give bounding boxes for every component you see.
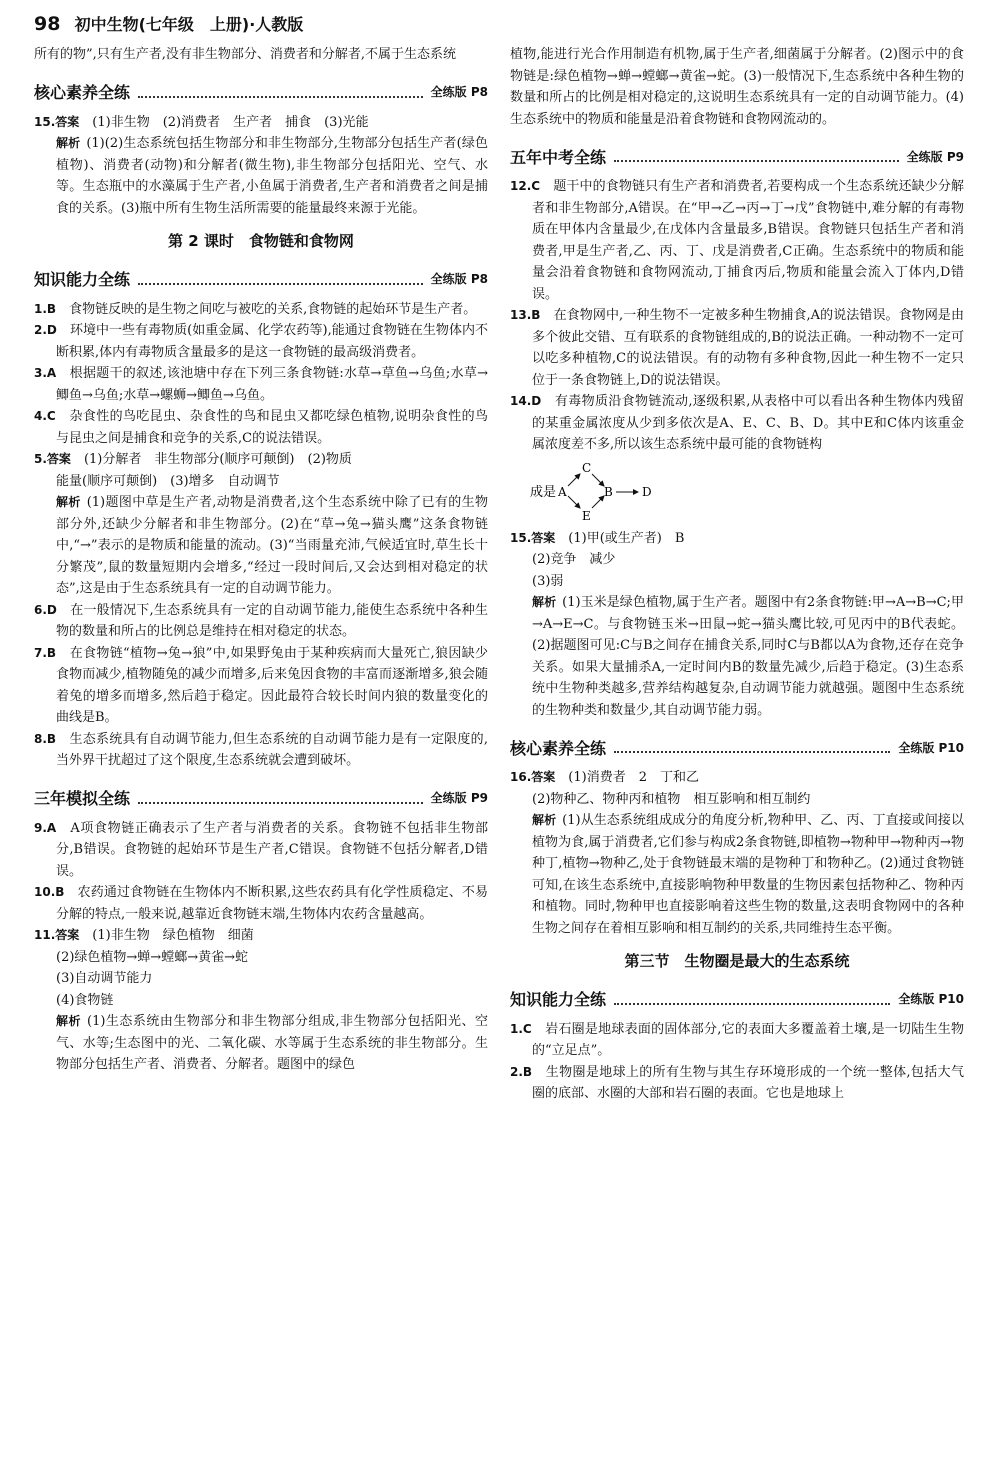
item-number: 10.B [34,885,65,899]
item-answer: (1)消费者 2 丁和乙 [568,770,699,785]
section-ref: 全练版 P9 [906,149,964,164]
intro-text: 所有的物”,只有生产者,没有非生物部分、消费者和分解者,不属于生态系统 [34,47,457,62]
item-text: 根据题干的叙述,该池塘中存在下列三条食物链:水草→草鱼→乌鱼;水草→鲫鱼→乌鱼;水草→螺蛳→鲫鱼→乌鱼。 [56,366,488,403]
item-number: 2.B [510,1064,533,1079]
item-answer-cont: (2)物种乙、物种丙和植物 相互影响和相互制约 [532,791,811,807]
item-number: 16.答案 [510,770,556,784]
explanation-label: 解析 [56,136,81,150]
node-c: C [582,460,592,475]
item-number: 14.D [510,394,542,408]
answer-item [34,818,488,883]
section-ref: 全练版 P8 [430,85,488,99]
answer-item [34,643,488,729]
item-text: 农药通过食物链在生物体内不断积累,这些农药具有化学性质稳定、不易分解的特点,一般来说,越靠近食物链末端,生物体内农药含量越高。 [56,885,488,922]
continued-text: 植物,能进行光合作用制造有机物,属于生产者,细菌属于分解者。(2)图示中的食物链是:绿色植物→蝉→螳螂→黄雀→蛇。(3)一般情况下,生态系统中各种生物的数量和所占的比例是相对稳定的,这说明生态系统具有一定的自动调节能力。(4)生态系统中的物质和能量是沿着食物链和食物网流动的。 [510,47,964,127]
item-number: 3.A [34,366,57,380]
explanation-text: (1)(2)生态系统包括生物部分和非生物部分,生物部分包括生产者(绿色植物)、消费者(动物)和分解者(微生物),非生物部分包括阳光、空气、水等。生态瓶中的水藻属于生产者,小鱼属于消费者,生产者和消费者之间是捕食的关系。(3)瓶中所有生物生活所需要的能量最终来源于光能。 [56,136,488,216]
item-text: 食物链反映的是生物之间吃与被吃的关系,食物链的起始环节是生产者。 [69,301,477,317]
page-header [34,14,974,46]
item-text: 生态系统具有自动调节能力,但生态系统的自动调节能力是有一定限度的,当外界干扰超过了这个限度,生态系统就会遭到破坏。 [56,731,488,768]
item-answer-cont: (3)弱 [532,573,564,589]
section-title: 核心素养全练 [34,83,131,102]
item-text: 在食物网中,一种生物不一定被多种生物捕食,A的说法错误。食物网是由多个彼此交错、互有联系的食物链组成的,B的说法正确。一种动物不一定可以吃多种植物,C的说法错误。有的动物有多种食物,因此一种生物不一定只位于一条食物链上,D的说法错误。 [532,308,964,388]
item-answer-cont: (4)食物链 [56,992,114,1008]
item-number: 7.B [34,645,57,660]
item-text: 杂食性的鸟吃昆虫、杂食性的鸟和昆虫又都吃绿色植物,说明杂食性的鸟与昆虫之间是捕食和竞争的关系,C的说法错误。 [56,409,488,446]
answer-item [34,320,488,363]
dotted-leader [138,802,423,804]
item-text: 生物圈是地球上的所有生物与其生存环境形成的一个统一整体,包括大气圈的底部、水圈的大部和岩石圈的表面。它也是地球上 [532,1064,964,1101]
answer-item [34,112,488,220]
explanation-label: 解析 [56,495,81,509]
section-header [510,985,964,1011]
food-web-svg [510,460,710,522]
item-text: 在一般情况下,生态系统具有一定的自动调节能力,能使生态系统中各种生物的数量和所占的比例总是维持在相对稳定的状态。 [56,602,488,639]
answer-item [34,449,488,600]
section-ref: 全练版 P10 [898,740,964,755]
arrow-c-b [592,474,604,486]
section-title: 知识能力全练 [34,270,131,289]
item-number: 1.C [510,1021,532,1036]
item-number: 11.答案 [34,928,80,942]
item-text: 在食物链“植物→兔→狼”中,如果野兔由于某种疾病而大量死亡,狼因缺少食物而减少,植物随兔的减少而增多,后来兔因食物的丰富而逐渐增多,狼会随着兔的增多而增多,然后趋于稳定。因此最符合较长时间内狼的数量变化的曲线是B。 [56,645,488,725]
explanation-text: (1)玉米是绿色植物,属于生产者。题图中有2条食物链:甲→A→B→C;甲→A→E→C。与食物链玉米→田鼠→蛇→猫头鹰比较,可见丙中的B代表蛇。(2)据题图可见:C与B之间存在捕食关系,同时C与B都以A为食物,还存在竞争关系。如果大量捕杀A,一定时间内B的数量先减少,后趋于稳定。(3)生态系统中生物种类越多,营养结构越复杂,自动调节能力就越强。题图中生态系统的生物种类和数量少,其自动调节能力弱。 [532,595,964,718]
arrow-e-b [592,496,604,508]
arrow-a-c [568,474,580,486]
node-e: E [582,508,591,522]
answer-item [510,1019,964,1062]
item-number: 6.D [34,602,57,617]
item-answer: (1)非生物 (2)消费者 生产者 捕食 (3)光能 [92,114,369,130]
section-title: 核心素养全练 [510,738,607,758]
answer-item [34,882,488,925]
section-title: 五年中考全练 [510,147,607,167]
item-number: 13.B [510,308,541,322]
answer-item [34,729,488,772]
item-answer: (1)非生物 绿色植物 细菌 [92,928,254,943]
item-answer-cont: (2)竞争 减少 [532,552,616,567]
lesson-title: 第三节 生物圈是最大的生态系统 [624,952,850,970]
section-title: 三年模拟全练 [34,789,131,808]
item-answer-cont: (3)自动调节能力 [56,971,153,986]
item-number: 2.D [34,323,57,337]
section-header [510,733,964,759]
node-b: B [604,484,613,499]
dotted-leader [138,96,423,98]
food-web-diagram [510,460,964,522]
answer-item [34,925,488,1076]
answer-item [510,391,964,456]
section-title: 知识能力全练 [510,990,607,1009]
item-answer-cont: (2)绿色植物→蝉→螳螂→黄雀→蛇 [56,949,248,965]
item-number: 15.答案 [34,114,80,129]
diagram-prefix: 成是 [530,484,557,500]
explanation-text: (1)从生态系统组成成分的角度分析,物种甲、乙、丙、丁直接或间接以植物为食,属于消费者,它们参与构成2条食物链,即植物→物种甲→物种丙→物种丁,植物→物种乙,处于食物链最末端的是物种丁和物种乙。(2)通过食物链可知,在该生态系统中,直接影响物种甲数量的生物因素包括物种乙、物种丙和植物。同时,物种甲也直接影响着这些生物的数量,这表明食物网中的各种生物之间存在着相互影响和相互制约的关系,共同维持生态平衡。 [532,813,964,936]
arrow-a-e [568,496,580,508]
answer-item [510,767,964,939]
item-text: 岩石圈是地球表面的固体部分,它的表面大多覆盖着土壤,是一切陆生生物的“立足点”。 [532,1021,964,1058]
lesson-title: 第 2 课时 食物链和食物网 [168,232,354,250]
answer-item [510,1062,964,1105]
section-ref: 全练版 P9 [430,791,488,805]
dotted-leader [614,751,890,753]
section-ref: 全练版 P10 [898,992,964,1006]
item-number: 1.B [34,301,57,316]
node-a: A [558,484,567,499]
dotted-leader [614,1003,890,1005]
answer-item [510,176,964,305]
answer-item [34,600,488,643]
section-header [34,78,488,104]
book-title: 初中生物(七年级 上册)·人教版 [74,15,304,34]
answer-item [34,299,488,321]
item-number: 9.A [34,820,57,835]
section-header [34,265,488,291]
item-number: 4.C [34,409,56,423]
section-header [510,142,964,168]
item-number: 15.答案 [510,530,556,545]
answer-item [510,305,964,391]
answer-item [34,406,488,449]
item-text: 环境中一些有毒物质(如重金属、化学农药等),能通过食物链在生物体内不断积累,体内有毒物质含量最多的是这一食物链的最高级消费者。 [56,323,488,360]
explanation-text: (1)题图中草是生产者,动物是消费者,这个生态系统中除了已有的生物部分外,还缺少分解者和非生物部分。(2)在“草→兔→猫头鹰”这条食物链中,“→”表示的是物质和能量的流动。(3)“当雨量充沛,气候适宜时,草生长十分繁茂”,鼠的数量短期内会增多,“经过一段时间后,又会达到相对稳定的状态”,这是由于生态系统具有一定的自动调节能力。 [56,495,488,596]
answer-item [34,363,488,406]
page-number: 98 [34,13,61,35]
left-column [34,44,488,1076]
item-answer-cont: 能量(顺序可颠倒) (3)增多 自动调节 [56,473,280,489]
explanation-label: 解析 [532,813,557,827]
answer-item [510,528,964,722]
item-text: 题干中的食物链只有生产者和消费者,若要构成一个生态系统还缺少分解者和非生物部分,A错误。在“甲→乙→丙→丁→戊”食物链中,难分解的有毒物质在甲体内含量最少,在戊体内含量最多,B错误。食物链只包括生产者和消费者,甲是生产者,乙、丙、丁、戊是消费者,C正确。生态系统中的物质和能量会沿着食物链和食物网流动,丁捕食丙后,物质和能量会流入丁体内,D错误。 [532,179,964,302]
explanation-text: (1)生态系统由生物部分和非生物部分组成,非生物部分包括阳光、空气、水等;生态图中的光、二氧化碳、水等属于生态系统的非生物部分。生物部分包括生产者、消费者、分解者。题图中的绿色 [56,1014,488,1072]
item-text: 有毒物质沿食物链流动,逐级积累,从表格中可以看出各种生物体内残留的某重金属浓度从少到多依次是A、E、C、B、D。其中E和C体内该重金属浓度差不多,所以该生态系统中最可能的食物链构 [532,394,964,452]
explanation-label: 解析 [532,595,557,609]
explanation-label: 解析 [56,1014,81,1028]
right-column [510,44,964,1105]
node-d: D [642,484,652,499]
item-number: 12.C [510,179,541,193]
item-number: 8.B [34,731,57,746]
item-text: A项食物链正确表示了生产者与消费者的关系。食物链不包括非生物部分,B错误。食物链的起始环节是生产者,C错误。食物链不包括分解者,D错误。 [56,820,488,879]
section-ref: 全练版 P8 [430,272,488,286]
dotted-leader [614,160,899,162]
item-number: 5.答案 [34,452,71,466]
section-header [34,784,488,810]
item-answer: (1)分解者 非生物部分(顺序可颠倒) (2)物质 [83,452,352,467]
dotted-leader [138,283,423,285]
item-answer: (1)甲(或生产者) B [568,530,685,546]
